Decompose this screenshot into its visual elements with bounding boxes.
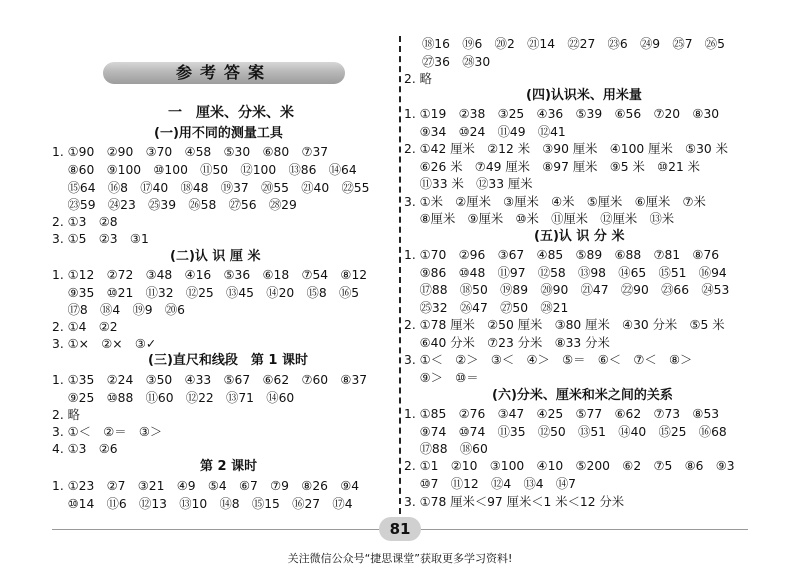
answer-line: 2. ①3 ②8 [52, 215, 118, 229]
answer-line: ⑧60 ⑨100 ⑩100 ⑪50 ⑫100 ⑬86 ⑭64 [52, 163, 357, 177]
answer-line: 1. ①35 ②24 ③50 ④33 ⑤67 ⑥62 ⑦60 ⑧37 [52, 373, 368, 387]
answer-line: ⑥40 分米 ⑦23 分米 ⑧33 分米 [404, 336, 610, 350]
answer-line: ⑮64 ⑯8 ⑰40 ⑱48 ⑲37 ⑳55 ㉑40 ㉒55 [52, 181, 370, 195]
answer-line: 3. ①× ②× ③✓ [52, 337, 157, 351]
answer-line: ㉓59 ㉔23 ㉕39 ㉖58 ㉗56 ㉘29 [52, 198, 297, 212]
answer-line: 2. 略 [52, 408, 80, 422]
section-title-1: (一)用不同的测量工具 [154, 126, 283, 141]
answer-line: ⑨86 ⑩48 ⑪97 ⑫58 ⑬98 ⑭65 ⑮51 ⑯94 [404, 266, 727, 280]
answer-line: ⑧厘米 ⑨厘米 ⑩米 ⑪厘米 ⑫厘米 ⑬米 [404, 212, 675, 226]
answer-line: ⑨34 ⑩24 ⑪49 ⑫41 [404, 125, 566, 139]
answer-line: ⑨35 ⑩21 ⑪32 ⑫25 ⑬45 ⑭20 ⑮8 ⑯5 [52, 286, 360, 300]
answer-line: 3. ①78 厘米＜97 厘米＜1 米＜12 分米 [404, 495, 625, 509]
answer-line: 3. ①米 ②厘米 ③厘米 ④米 ⑤厘米 ⑥厘米 ⑦米 [404, 195, 706, 209]
answer-line: ⑨25 ⑩88 ⑪60 ⑫22 ⑬71 ⑭60 [52, 391, 295, 405]
section-title-4: 第 2 课时 [200, 459, 258, 474]
answer-line: ⑨＞ ⑩＝ [404, 371, 479, 385]
answer-line: 1. ①12 ②72 ③48 ④16 ⑤36 ⑥18 ⑦54 ⑧12 [52, 268, 368, 282]
section-title-7: (六)分米、厘米和米之间的关系 [492, 388, 673, 403]
answer-key-banner [103, 62, 345, 84]
answer-line: 1. ①85 ②76 ③47 ④25 ⑤77 ⑥62 ⑦73 ⑧53 [404, 407, 720, 421]
answer-line: ⑰88 ⑱60 [404, 442, 488, 456]
answer-line: 1. ①70 ②96 ③67 ④85 ⑤89 ⑥88 ⑦81 ⑧76 [404, 248, 720, 262]
footer-note: 关注微信公众号“捷思课堂”获取更多学习资料! [287, 552, 513, 565]
answer-line: 3. ①＜ ②＝ ③＞ [52, 425, 163, 439]
answer-line: ⑩14 ⑪6 ⑫13 ⑬10 ⑭8 ⑮15 ⑯27 ⑰4 [52, 497, 353, 511]
answer-line: 3. ①＜ ②＞ ③＜ ④＞ ⑤＝ ⑥＜ ⑦＜ ⑧＞ [404, 353, 693, 367]
answer-line: ⑱16 ⑲6 ⑳2 ㉑14 ㉒27 ㉓6 ㉔9 ㉕7 ㉖5 [422, 37, 725, 51]
chapter-title: 一 厘米、分米、米 [168, 105, 294, 121]
answer-line: ⑪33 米 ⑫33 厘米 [404, 177, 533, 191]
section-title-6: (五)认 识 分 米 [534, 229, 625, 244]
column-divider [399, 36, 401, 514]
answer-line: 3. ①5 ②3 ③1 [52, 232, 149, 246]
answer-line: 1. ①23 ②7 ③21 ④9 ⑤4 ⑥7 ⑦9 ⑧26 ⑨4 [52, 479, 360, 493]
answer-line: 2. ①4 ②2 [52, 320, 118, 334]
answer-line: ⑰88 ⑱50 ⑲89 ⑳90 ㉑47 ㉒90 ㉓66 ㉔53 [404, 283, 730, 297]
answer-line: ㉕32 ㉖47 ㉗50 ㉘21 [404, 301, 569, 315]
answer-line: 4. ①3 ②6 [52, 442, 118, 456]
answer-line: 2. ①1 ②10 ③100 ④10 ⑤200 ⑥2 ⑦5 ⑧6 ⑨3 [404, 459, 735, 473]
answer-line: 1. ①19 ②38 ③25 ④36 ⑤39 ⑥56 ⑦20 ⑧30 [404, 107, 720, 121]
answer-line: ⑩7 ⑪12 ⑫4 ⑬4 ⑭7 [404, 477, 576, 491]
banner-title: 参考答案 [175, 63, 272, 82]
section-title-2: (二)认 识 厘 米 [170, 249, 261, 264]
answer-line: 1. ①90 ②90 ③70 ④58 ⑤30 ⑥80 ⑦37 [52, 145, 329, 159]
footer-rule-left [52, 529, 379, 530]
answer-line: ⑥26 米 ⑦49 厘米 ⑧97 厘米 ⑨5 米 ⑩21 米 [404, 160, 700, 174]
answer-line: ⑨74 ⑩74 ⑪35 ⑫50 ⑬51 ⑭40 ⑮25 ⑯68 [404, 425, 727, 439]
answer-line: ㉗36 ㉘30 [422, 55, 491, 69]
answer-line: 2. 略 [404, 72, 432, 86]
page-number: 81 [379, 517, 421, 541]
answer-line: 2. ①78 厘米 ②50 厘米 ③80 厘米 ④30 分米 ⑤5 米 [404, 318, 725, 332]
section-title-3: (三)直尺和线段 第 1 课时 [148, 353, 308, 368]
answer-line: ⑰8 ⑱4 ⑲9 ⑳6 [52, 303, 186, 317]
section-title-5: (四)认识米、用米量 [526, 88, 642, 103]
footer-rule-right [421, 529, 748, 530]
answer-line: 2. ①42 厘米 ②12 米 ③90 厘米 ④100 厘米 ⑤30 米 [404, 142, 728, 156]
